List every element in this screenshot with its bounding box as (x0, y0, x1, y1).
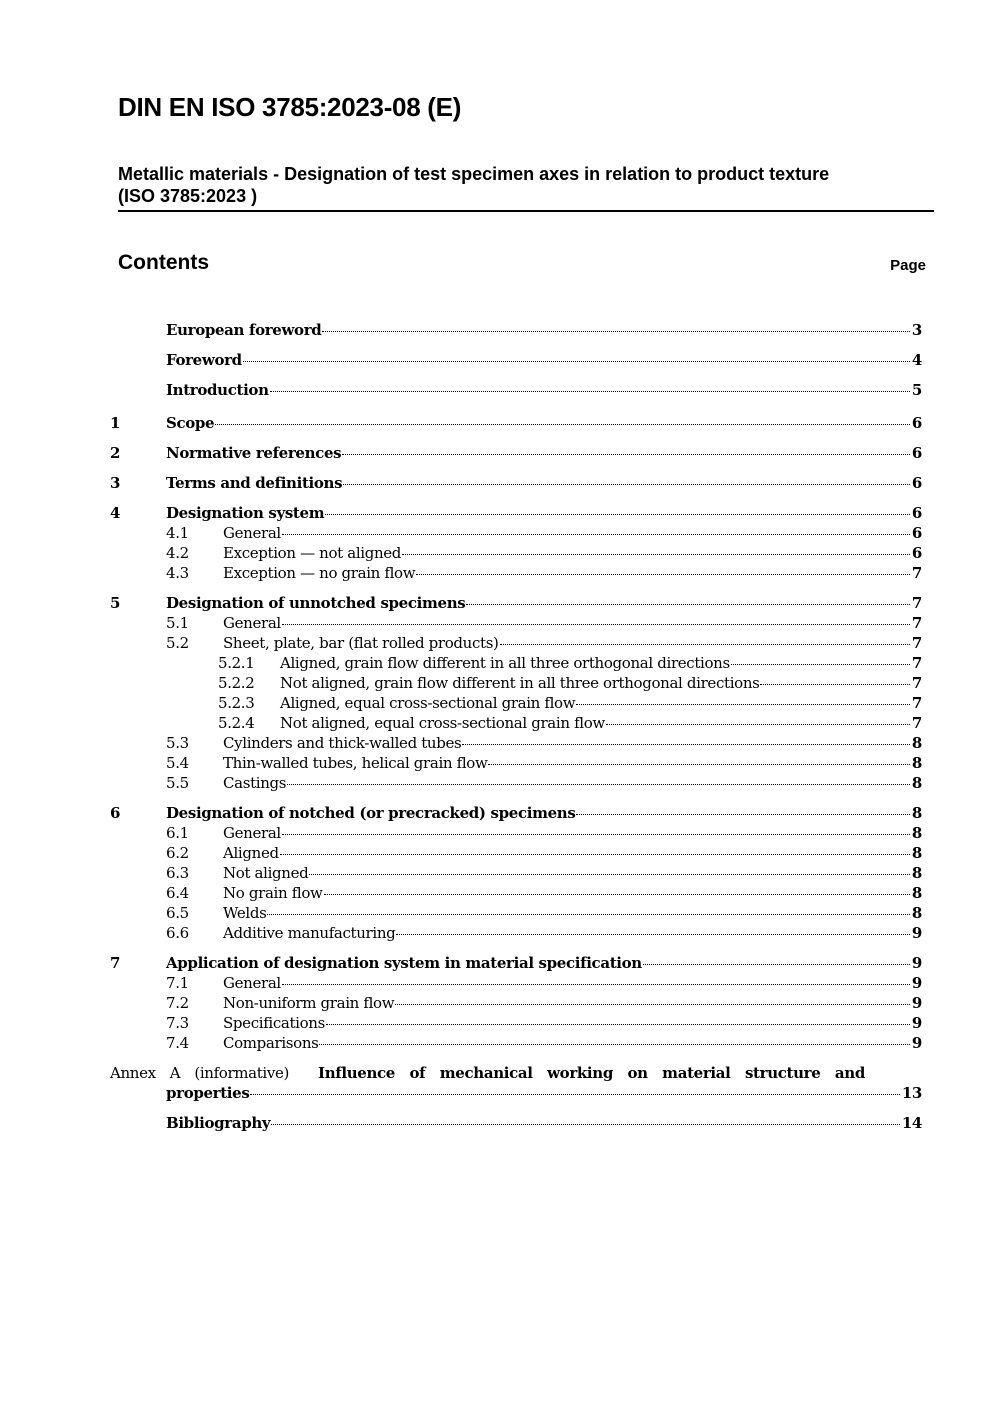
toc-label: Aligned (223, 844, 279, 862)
toc-entry-5-3[interactable] (110, 733, 922, 753)
dot-leader (342, 454, 910, 455)
toc-number: 7.1 (166, 974, 189, 992)
toc-entry-annex-a[interactable] (110, 1063, 922, 1103)
toc-entry-7-4[interactable] (110, 1033, 922, 1053)
dot-leader (282, 834, 910, 835)
dot-leader (343, 484, 910, 485)
toc-number: 5.3 (166, 734, 189, 752)
toc-page-number: 7 (911, 594, 922, 612)
toc-label: Cylinders and thick-walled tubes (223, 734, 462, 752)
toc-number: 5 (110, 594, 121, 612)
toc-entry-foreword[interactable] (110, 350, 922, 370)
toc-number: 5.2.3 (218, 694, 255, 712)
toc-label: Castings (223, 774, 287, 792)
toc-entry-5-2-1[interactable] (110, 653, 922, 673)
toc-page-number: 7 (911, 674, 922, 692)
toc-entry-4-2[interactable] (110, 543, 922, 563)
toc-page-number: 8 (911, 734, 922, 752)
dot-leader (282, 624, 910, 625)
toc-number: 5.5 (166, 774, 189, 792)
toc-page-number: 8 (911, 864, 922, 882)
toc-entry-1-scope[interactable] (110, 413, 922, 433)
toc-number: 4.2 (166, 544, 189, 562)
toc-entry-6-3[interactable] (110, 863, 922, 883)
toc-number: 6.1 (166, 824, 189, 842)
toc-number: 7.2 (166, 994, 189, 1012)
toc-page-number: 9 (911, 1034, 922, 1052)
toc-page-number: 6 (911, 544, 922, 562)
document-id-title: DIN EN ISO 3785:2023-08 (E) (118, 92, 462, 122)
toc-entry-5-2-3[interactable] (110, 693, 922, 713)
toc-number: 6.6 (166, 924, 189, 942)
toc-label: Thin-walled tubes, helical grain flow (223, 754, 488, 772)
toc-page-number: 8 (911, 774, 922, 792)
toc-label: Non-uniform grain flow (223, 994, 395, 1012)
toc-label: Aligned, equal cross-sectional grain flow (280, 694, 576, 712)
toc-page-number: 7 (911, 654, 922, 672)
dot-leader (267, 914, 909, 915)
toc-number: 5.2.1 (218, 654, 255, 672)
dot-leader (576, 704, 910, 705)
toc-page-number: 7 (911, 614, 922, 632)
toc-label: Scope (166, 414, 215, 432)
toc-label: Not aligned, equal cross-sectional grain flow (280, 714, 605, 732)
toc-label: Designation of unnotched specimens (166, 594, 466, 612)
toc-number: 4 (110, 504, 121, 522)
dot-leader (326, 1024, 910, 1025)
toc-entry-4-designation-system[interactable] (110, 503, 922, 523)
toc-number: 7.4 (166, 1034, 189, 1052)
dot-leader (462, 744, 910, 745)
dot-leader (466, 604, 910, 605)
toc-entry-5-2[interactable] (110, 633, 922, 653)
dot-leader (643, 964, 910, 965)
annex-a-line-2 (166, 1083, 922, 1103)
dot-leader (760, 684, 909, 685)
dot-leader (396, 934, 910, 935)
dot-leader (309, 874, 910, 875)
toc-entry-3-terms-and-definitions[interactable] (110, 473, 922, 493)
annex-a-line-1 (110, 1063, 865, 1083)
annex-a-title: Influence of mechanical working on material structure and (318, 1064, 865, 1082)
dot-leader (270, 391, 910, 392)
toc-number: 5.1 (166, 614, 189, 632)
toc-label: Additive manufacturing (223, 924, 396, 942)
title-divider (118, 210, 934, 212)
toc-label: General (223, 974, 281, 992)
toc-number: 4.1 (166, 524, 189, 542)
toc-entry-7-2[interactable] (110, 993, 922, 1013)
toc-page-number: 9 (911, 954, 922, 972)
toc-number: 7.3 (166, 1014, 189, 1032)
toc-label: General (223, 614, 281, 632)
toc-page-number: 6 (911, 444, 922, 462)
toc-label: Introduction (166, 381, 269, 399)
dot-leader (282, 984, 910, 985)
dot-leader (576, 814, 909, 815)
toc-label: Terms and definitions (166, 474, 343, 492)
toc-number: 7 (110, 954, 121, 972)
toc-label: No grain flow (223, 884, 323, 902)
toc-page-number: 5 (911, 381, 922, 399)
toc-label: Aligned, grain flow different in all three orthogonal directions (280, 654, 730, 672)
dot-leader (271, 1124, 900, 1125)
toc-entry-5-2-2[interactable] (110, 673, 922, 693)
toc-number: 3 (110, 474, 121, 492)
toc-number: 6.3 (166, 864, 189, 882)
toc-label: Designation system (166, 504, 325, 522)
toc-number: 1 (110, 414, 121, 432)
dot-leader (250, 1094, 899, 1095)
toc-label: Designation of notched (or precracked) specimens (166, 804, 576, 822)
toc-label: Foreword (166, 351, 242, 369)
dot-leader (402, 554, 910, 555)
toc-page-number: 8 (911, 804, 922, 822)
toc-entry-6-2[interactable] (110, 843, 922, 863)
dot-leader (215, 424, 910, 425)
toc-page-number: 8 (911, 844, 922, 862)
toc-page-number: 6 (911, 524, 922, 542)
toc-entry-6-4[interactable] (110, 883, 922, 903)
dot-leader (325, 514, 910, 515)
toc-page-number: 6 (911, 414, 922, 432)
toc-number: 4.3 (166, 564, 189, 582)
table-of-contents (110, 320, 922, 1133)
toc-page-number: 7 (911, 694, 922, 712)
toc-entry-6-notched-specimens[interactable] (110, 803, 922, 823)
toc-entry-7-3[interactable] (110, 1013, 922, 1033)
toc-page-number: 9 (911, 1014, 922, 1032)
toc-page-number: 8 (911, 884, 922, 902)
toc-entry-6-1[interactable] (110, 823, 922, 843)
toc-page-number: 9 (911, 994, 922, 1012)
toc-page-number: 7 (911, 634, 922, 652)
toc-label: Welds (223, 904, 267, 922)
toc-page-number: 8 (911, 904, 922, 922)
toc-label: General (223, 824, 281, 842)
subtitle-line-2: (ISO 3785:2023 ) (118, 186, 258, 206)
toc-label: properties (166, 1084, 250, 1102)
toc-label: General (223, 524, 281, 542)
toc-entry-7-application[interactable] (110, 953, 922, 973)
toc-entry-5-5[interactable] (110, 773, 922, 793)
toc-entry-5-2-4[interactable] (110, 713, 922, 733)
toc-entry-6-5[interactable] (110, 903, 922, 923)
toc-number: 6 (110, 804, 121, 822)
page-column-label: Page (890, 257, 926, 274)
dot-leader (322, 331, 910, 332)
toc-entry-bibliography[interactable] (110, 1113, 922, 1133)
dot-leader (606, 724, 910, 725)
toc-number: 5.2.4 (218, 714, 255, 732)
dot-leader (243, 361, 910, 362)
toc-page-number: 8 (911, 824, 922, 842)
toc-page-number: 3 (911, 321, 922, 339)
toc-page-number: 7 (911, 564, 922, 582)
toc-label: European foreword (166, 321, 322, 339)
toc-entry-5-4[interactable] (110, 753, 922, 773)
toc-entry-introduction[interactable] (110, 380, 922, 400)
dot-leader (319, 1044, 909, 1045)
toc-label: Specifications (223, 1014, 325, 1032)
toc-label: Normative references (166, 444, 342, 462)
toc-label: Bibliography (166, 1114, 271, 1132)
toc-label: Comparisons (223, 1034, 319, 1052)
toc-entry-4-1[interactable] (110, 523, 922, 543)
toc-label: Not aligned (223, 864, 309, 882)
toc-label: Exception — not aligned (223, 544, 402, 562)
dot-leader (500, 644, 910, 645)
toc-label: Application of designation system in material specification (166, 954, 642, 972)
toc-entry-2-normative-references[interactable] (110, 443, 922, 463)
toc-page-number: 4 (911, 351, 922, 369)
toc-entry-7-1[interactable] (110, 973, 922, 993)
toc-page-number: 9 (911, 974, 922, 992)
toc-entry-4-3[interactable] (110, 563, 922, 583)
toc-number: 2 (110, 444, 121, 462)
toc-number: 6.4 (166, 884, 189, 902)
toc-label: Exception — no grain flow (223, 564, 416, 582)
toc-page-number: 6 (911, 504, 922, 522)
subtitle-line-1: Metallic materials - Designation of test specimen axes in relation to product texture (118, 164, 830, 184)
contents-heading: Contents (118, 251, 209, 274)
dot-leader (282, 534, 910, 535)
dot-leader (395, 1004, 910, 1005)
document-subtitle (118, 163, 934, 207)
toc-entry-6-6[interactable] (110, 923, 922, 943)
toc-number: 5.2.2 (218, 674, 255, 692)
toc-entry-european-foreword[interactable] (110, 320, 922, 340)
toc-page-number: 6 (911, 474, 922, 492)
dot-leader (280, 854, 910, 855)
dot-leader (324, 894, 910, 895)
toc-entry-5-unnotched-specimens[interactable] (110, 593, 922, 613)
dot-leader (416, 574, 910, 575)
toc-number: 6.2 (166, 844, 189, 862)
toc-label: Not aligned, grain flow different in all three orthogonal directions (280, 674, 760, 692)
toc-page-number: 9 (911, 924, 922, 942)
toc-entry-5-1[interactable] (110, 613, 922, 633)
annex-a-prefix: Annex A (informative) (110, 1064, 290, 1082)
dot-leader (488, 764, 909, 765)
toc-page-number: 13 (901, 1084, 922, 1102)
toc-page-number: 8 (911, 754, 922, 772)
toc-page-number: 14 (901, 1114, 922, 1132)
toc-number: 5.2 (166, 634, 189, 652)
toc-label: Sheet, plate, bar (flat rolled products) (223, 634, 499, 652)
toc-number: 5.4 (166, 754, 189, 772)
dot-leader (731, 664, 910, 665)
toc-number: 6.5 (166, 904, 189, 922)
toc-page-number: 7 (911, 714, 922, 732)
dot-leader (287, 784, 910, 785)
